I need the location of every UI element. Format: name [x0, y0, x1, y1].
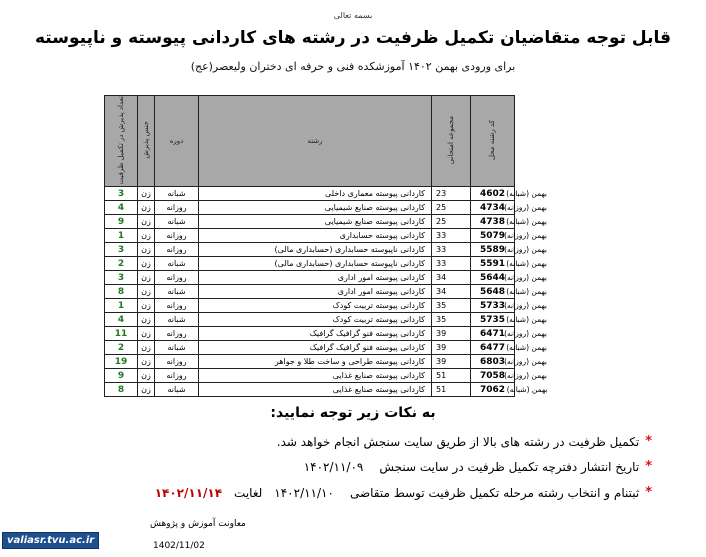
- code-cell: 5644: [471, 271, 515, 285]
- count-cell: 3: [105, 187, 138, 201]
- gender-cell: زن: [138, 299, 155, 313]
- table-row: [105, 271, 548, 285]
- asterisk-icon: *: [645, 485, 652, 500]
- term-cell: بهمن (روزانه): [504, 273, 547, 283]
- note-date: ۱۴۰۲/۱۱/۰۹: [303, 459, 364, 474]
- table-row: [105, 327, 548, 341]
- term-cell: بهمن (شبانه): [506, 315, 547, 325]
- term-cell: بهمن (روزانه): [504, 329, 547, 339]
- basmala-text: بسمه تعالی: [333, 11, 373, 20]
- shift-cell: شبانه: [155, 215, 199, 229]
- table-row: [105, 257, 548, 271]
- field-cell: کاردانی پیوسته امور اداری: [199, 285, 432, 299]
- note-date-separator: لغایت: [234, 485, 263, 500]
- term-cell: بهمن (شبانه): [506, 343, 547, 353]
- department-signature: معاونت آموزش و پژوهش: [150, 519, 246, 529]
- group-cell: 25: [432, 215, 471, 229]
- group-cell: 39: [432, 355, 471, 369]
- gender-cell: زن: [138, 187, 155, 201]
- term-cell: بهمن (روزانه): [504, 245, 547, 255]
- group-cell: 39: [432, 327, 471, 341]
- table-row: [105, 369, 548, 383]
- term-cell: بهمن (روزانه): [504, 231, 547, 241]
- group-cell: 35: [432, 299, 471, 313]
- field-cell: کاردانی پیوسته معماری داخلی: [199, 187, 432, 201]
- gender-cell: زن: [138, 243, 155, 257]
- shift-cell: روزانه: [155, 243, 199, 257]
- count-cell: 3: [105, 271, 138, 285]
- group-cell: 51: [432, 383, 471, 397]
- table-row: [105, 187, 548, 201]
- col-header-gender: جنس پذیرش: [138, 96, 155, 187]
- code-cell: 4734: [471, 201, 515, 215]
- gender-cell: زن: [138, 257, 155, 271]
- table-row: [105, 201, 548, 215]
- table-row: [105, 285, 548, 299]
- gender-cell: زن: [138, 313, 155, 327]
- count-cell: 8: [105, 383, 138, 397]
- shift-cell: روزانه: [155, 201, 199, 215]
- group-cell: 33: [432, 257, 471, 271]
- table-row: [105, 383, 548, 397]
- table-row: [105, 229, 548, 243]
- issue-date: 1402/11/02: [153, 541, 205, 551]
- shift-cell: شبانه: [155, 257, 199, 271]
- code-cell: 5735: [471, 313, 515, 327]
- site-logo[interactable]: valiasr.tvu.ac.ir: [2, 532, 99, 549]
- count-cell: 9: [105, 215, 138, 229]
- table-row: [105, 243, 548, 257]
- group-cell: 51: [432, 369, 471, 383]
- notes-heading: به نکات زیر توجه نمایید:: [270, 405, 436, 421]
- page-subtitle: برای ورودی بهمن ۱۴۰۲ آموزشکده فنی و حرفه ای دختران ولیعصر(عج): [190, 60, 516, 73]
- code-cell: 5591: [471, 257, 515, 271]
- field-cell: کاردانی پیوسته فنو گرافیک گرافیک: [199, 327, 432, 341]
- count-cell: 1: [105, 299, 138, 313]
- count-cell: 11: [105, 327, 138, 341]
- group-cell: 33: [432, 243, 471, 257]
- gender-cell: زن: [138, 369, 155, 383]
- col-header-group: مجموعه امتحانی: [432, 96, 471, 187]
- gender-cell: زن: [138, 383, 155, 397]
- group-cell: 33: [432, 229, 471, 243]
- col-header-code: کد رشته محل: [471, 96, 515, 187]
- col-header-shift: دوره: [155, 96, 199, 187]
- field-cell: کاردانی پیوسته حسابداری: [199, 229, 432, 243]
- code-cell: 6477: [471, 341, 515, 355]
- note-text: تکمیل ظرفیت در رشته های بالا از طریق سایت سنجش انجام خواهد شد.: [276, 434, 640, 449]
- table-row: [105, 341, 548, 355]
- group-cell: 35: [432, 313, 471, 327]
- gender-cell: زن: [138, 271, 155, 285]
- shift-cell: روزانه: [155, 369, 199, 383]
- shift-cell: شبانه: [155, 341, 199, 355]
- count-cell: 19: [105, 355, 138, 369]
- col-header-count: تعداد پذیرش در تکمیل ظرفیت: [105, 96, 138, 187]
- asterisk-icon: *: [645, 459, 652, 474]
- note-item: [304, 459, 652, 474]
- code-cell: 4738: [471, 215, 515, 229]
- term-cell: بهمن (شبانه): [506, 259, 547, 269]
- field-cell: کاردانی پیوسته تربیت کودک: [199, 313, 432, 327]
- count-cell: 8: [105, 285, 138, 299]
- field-cell: کاردانی پیوسته طراحی و ساخت طلا و جواهر: [199, 355, 432, 369]
- note-item: [155, 485, 652, 500]
- shift-cell: شبانه: [155, 313, 199, 327]
- term-cell: بهمن (روزانه): [504, 371, 547, 381]
- gender-cell: زن: [138, 201, 155, 215]
- shift-cell: شبانه: [155, 187, 199, 201]
- gender-cell: زن: [138, 355, 155, 369]
- table-row: [105, 215, 548, 229]
- capacity-table: [104, 95, 548, 397]
- table-row: [105, 299, 548, 313]
- field-cell: کاردانی پیوسته صنایع غذایی: [199, 369, 432, 383]
- field-cell: کاردانی پیوسته صنایع شیمیایی: [199, 201, 432, 215]
- count-cell: 2: [105, 341, 138, 355]
- note-text: ثبتنام و انتخاب رشته مرحله تکمیل ظرفیت توسط متقاضی: [349, 485, 640, 500]
- shift-cell: روزانه: [155, 327, 199, 341]
- field-cell: کاردانی پیوسته صنایع شیمیایی: [199, 215, 432, 229]
- note-date-end: ۱۴۰۲/۱۱/۱۴: [154, 485, 223, 500]
- count-cell: 9: [105, 369, 138, 383]
- shift-cell: روزانه: [155, 271, 199, 285]
- term-cell: بهمن (روزانه): [504, 357, 547, 367]
- gender-cell: زن: [138, 341, 155, 355]
- field-cell: کاردانی ناپیوسته حسابداری (حسابداری مالی): [199, 243, 432, 257]
- term-cell: بهمن (شبانه): [506, 189, 547, 199]
- shift-cell: شبانه: [155, 285, 199, 299]
- gender-cell: زن: [138, 229, 155, 243]
- field-cell: کاردانی پیوسته صنایع غذایی: [199, 383, 432, 397]
- group-cell: 34: [432, 285, 471, 299]
- field-cell: کاردانی پیوسته تربیت کودک: [199, 299, 432, 313]
- code-cell: 5733: [471, 299, 515, 313]
- code-cell: 5648: [471, 285, 515, 299]
- field-cell: کاردانی ناپیوسته حسابداری (حسابداری مالی): [199, 257, 432, 271]
- shift-cell: روزانه: [155, 299, 199, 313]
- code-cell: 6803: [471, 355, 515, 369]
- asterisk-icon: *: [645, 434, 652, 449]
- field-cell: کاردانی پیوسته امور اداری: [199, 271, 432, 285]
- gender-cell: زن: [138, 285, 155, 299]
- term-cell: بهمن (شبانه): [506, 217, 547, 227]
- term-cell: بهمن (شبانه): [506, 287, 547, 297]
- shift-cell: روزانه: [155, 229, 199, 243]
- term-cell: بهمن (روزانه): [504, 203, 547, 213]
- col-header-term: [515, 96, 548, 187]
- term-cell: بهمن (شبانه): [506, 385, 548, 395]
- code-cell: 6471: [471, 327, 515, 341]
- table-header-row: [105, 96, 548, 187]
- note-date-start: ۱۴۰۲/۱۱/۱۰: [274, 485, 334, 500]
- count-cell: 3: [105, 243, 138, 257]
- group-cell: 23: [432, 187, 471, 201]
- gender-cell: زن: [138, 327, 155, 341]
- shift-cell: شبانه: [155, 383, 199, 397]
- group-cell: 39: [432, 341, 471, 355]
- code-cell: 7058: [471, 369, 515, 383]
- count-cell: 1: [105, 229, 138, 243]
- shift-cell: روزانه: [155, 355, 199, 369]
- count-cell: 2: [105, 257, 138, 271]
- code-cell: 5079: [471, 229, 515, 243]
- col-header-field: رشته: [199, 96, 432, 187]
- field-cell: کاردانی پیوسته فنو گرافیک گرافیک: [199, 341, 432, 355]
- count-cell: 4: [105, 201, 138, 215]
- code-cell: 5589: [471, 243, 515, 257]
- note-item: [277, 434, 652, 449]
- table-row: [105, 313, 548, 327]
- group-cell: 34: [432, 271, 471, 285]
- code-cell: 4602: [471, 187, 515, 201]
- gender-cell: زن: [138, 215, 155, 229]
- count-cell: 4: [105, 313, 138, 327]
- table-row: [105, 355, 548, 369]
- group-cell: 25: [432, 201, 471, 215]
- note-text: تاریخ انتشار دفترچه تکمیل ظرفیت در سایت سنجش: [379, 459, 640, 474]
- code-cell: 7062: [471, 383, 515, 397]
- term-cell: بهمن (روزانه): [504, 301, 547, 311]
- page-title: قابل توجه متقاضیان تکمیل ظرفیت در رشته های کاردانی پیوسته و ناپیوسته: [35, 28, 671, 48]
